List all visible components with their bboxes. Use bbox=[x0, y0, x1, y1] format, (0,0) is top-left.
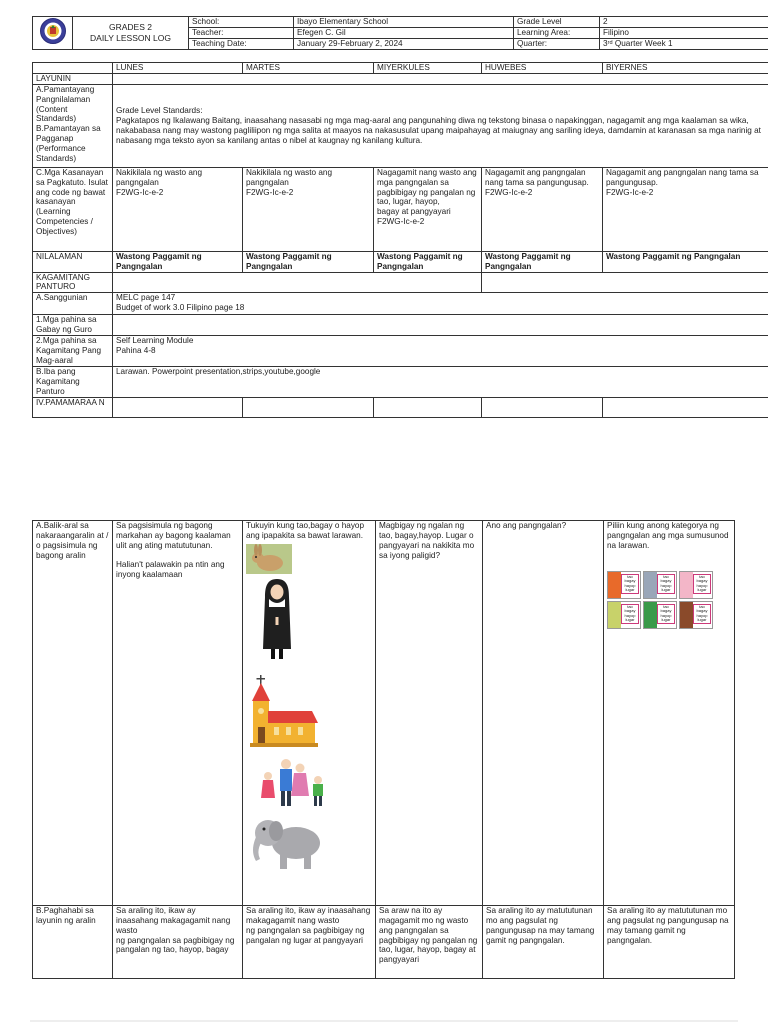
school-label: School: bbox=[189, 17, 294, 28]
gabay-label: 1.Mga pahina sa Gabay ng Guro bbox=[33, 315, 113, 336]
area-value: Filipino bbox=[600, 27, 768, 38]
balik-aral-martes-text: Tukuyin kung tao,bagay o hayop ang ipapakita sa bawat larawan. bbox=[246, 521, 365, 540]
balik-aral-miyerkules: Magbigay ng ngalan ng tao, bagay,hayop. Lugar o pangyayari na nakikita mo sa iyong paligid? bbox=[376, 521, 483, 906]
pamamaraan-martes bbox=[243, 397, 374, 417]
school-value: Ibayo Elementary School bbox=[294, 17, 514, 28]
paghahabi-huwebes: Sa araling ito ay matututunan mo ang pagsulat ng pangungusap na may tamang gamit ng pangngalan. bbox=[483, 906, 604, 979]
balik-aral-martes bbox=[243, 521, 376, 906]
iba-label: B.Iba pang Kagamitang Panturo bbox=[33, 366, 113, 397]
nilalaman-martes: Wastong Paggamit ng Pangngalan bbox=[243, 251, 374, 272]
teacher-value: Efegen C. Gil bbox=[294, 27, 514, 38]
title-line-1: GRADES 2 bbox=[109, 22, 152, 33]
competencies-label: C.Mga Kasanayan sa Pagkatuto. Isulat ang code ng bawat kasanayan (Learning Competencies / Objectives) bbox=[33, 167, 113, 251]
balik-aral-label: A.Balik-aral sa nakaraangaralin at / o pagsisimula ng bagong aralin bbox=[33, 521, 113, 906]
gabay-value bbox=[113, 315, 768, 336]
standards-cell bbox=[113, 84, 768, 167]
paghahabi-lunes: Sa araling ito, ikaw ay inaasahang makagagamit nang wasto ng pangngalan sa pagbibigay ng pangalan ng tao, hayop, bagay bbox=[113, 906, 243, 979]
competency-martes: Nakikilala ng wasto ang pangngalan F2WG-Ic-e-2 bbox=[243, 167, 374, 251]
title-line-2: DAILY LESSON LOG bbox=[90, 32, 171, 43]
nilalaman-biyernes: Wastong Paggamit ng Pangngalan bbox=[603, 251, 768, 272]
balik-aral-biyernes bbox=[604, 521, 735, 906]
pamamaraan-lunes bbox=[113, 397, 243, 417]
category-cards bbox=[607, 571, 731, 629]
paghahabi-miyerkules: Sa araw na ito ay magagamit mo ng wasto ang pangngalan sa pagbibigay ng pangalan ng tao, lugar, hayop, bagay at pangyayari bbox=[376, 906, 483, 979]
nilalaman-label: NILALAMAN bbox=[33, 251, 113, 272]
grade-label: Grade Level bbox=[514, 17, 600, 28]
pamamaraan-label: IV.PAMAMARAA N bbox=[33, 397, 113, 417]
balik-aral-biyernes-text: Piliin kung anong kategorya ng pangngalan ang mga sumusunod na larawan. bbox=[607, 521, 729, 550]
day-header-miyerkules: MIYERKULES bbox=[374, 63, 482, 74]
pamamaraan-biyernes bbox=[603, 397, 768, 417]
standards-title: Grade Level Standards: bbox=[116, 106, 203, 116]
category-card: tao bagay hayop lugar bbox=[679, 601, 713, 629]
nun-image bbox=[260, 577, 294, 661]
quarter-value: 3ʳᵈ Quarter Week 1 bbox=[600, 38, 768, 49]
family-image bbox=[246, 754, 336, 808]
kagamitan-pahina-value: Self Learning Module Pahina 4-8 bbox=[113, 335, 768, 366]
layunin-cell bbox=[113, 74, 768, 85]
church-image bbox=[246, 671, 320, 751]
standards-label: A.Pamantayang Pangnilalaman (Content Standards) B.Pamantayan sa Pagganap (Performance Standards) bbox=[33, 84, 113, 167]
lesson-plan-table bbox=[32, 62, 768, 418]
kagamitan-pahina-label: 2.Mga pahina sa Kagamitang Pang Mag-aaral bbox=[33, 335, 113, 366]
day-header-martes: MARTES bbox=[243, 63, 374, 74]
rabbit-image bbox=[246, 544, 292, 574]
day-header-biyernes: BIYERNES bbox=[603, 63, 768, 74]
day-header-huwebes: HUWEBES bbox=[482, 63, 603, 74]
nilalaman-lunes: Wastong Paggamit ng Pangngalan bbox=[113, 251, 243, 272]
corner-cell bbox=[33, 63, 113, 74]
category-card: tao bagay hayop lugar bbox=[607, 601, 641, 629]
standards-text: Pagkatapos ng Ikalawang Baitang, inaasahang nasasabi ng mga mag-aaral ang pangunahing diwa ng tekstong binasa o napakinggan, nagagamit ang mga kaalaman sa wika, nakababasa nang may wastong pagliliipon ng mga salita at maayos na nakasusulat upang maipahayag at maiugnay ang sariling ideya, damdamin at karanasan sa mga narinig at nabasang mga teksto ayon sa kanilang antas o nibel at kaugnay ng kanilang kultura. bbox=[116, 116, 761, 145]
paghahabi-martes: Sa araling ito, ikaw ay inaasahang makagagamit nang wasto ng pangngalan sa pagbibigay ng pangalan ng lugar at pangyayari bbox=[243, 906, 376, 979]
teacher-label: Teacher: bbox=[189, 27, 294, 38]
date-label: Teaching Date: bbox=[189, 38, 294, 49]
area-label: Learning Area: bbox=[514, 27, 600, 38]
balik-aral-huwebes: Ano ang pangngalan? bbox=[483, 521, 604, 906]
competency-miyerkules: Nagagamit nang wasto ang mga pangngalan sa pagbibigay ng pangalan ng tao, lugar, hayop, bagay at pangyayari F2WG-Ic-e-2 bbox=[374, 167, 482, 251]
paghahabi-biyernes: Sa araling ito ay matututunan mo ang pagsulat ng pangungusap na may tamang gamit ng pangngalan. bbox=[604, 906, 735, 979]
deped-logo bbox=[33, 17, 73, 50]
category-card: tao bagay hayop lugar bbox=[607, 571, 641, 599]
category-card: tao bagay hayop lugar bbox=[643, 571, 677, 599]
sanggunian-label: A.Sanggunian bbox=[33, 293, 113, 315]
grade-value: 2 bbox=[600, 17, 768, 28]
dll-title bbox=[73, 17, 189, 50]
competency-huwebes: Nagagamit ang pangngalan nang tama sa pangungusap. F2WG-Ic-e-2 bbox=[482, 167, 603, 251]
quarter-label: Quarter: bbox=[514, 38, 600, 49]
page-divider bbox=[30, 1020, 738, 1022]
nilalaman-huwebes: Wastong Paggamit ng Pangngalan bbox=[482, 251, 603, 272]
kagamitan-label: KAGAMITANG PANTURO bbox=[33, 272, 113, 293]
balik-aral-lunes: Sa pagsisimula ng bagong markahan ay bagong kaalaman ulit ang ating matututunan. Halian't palawakin pa ntin ang inyong kaalamaan bbox=[113, 521, 243, 906]
sanggunian-value: MELC page 147 Budget of work 3.0 Filipino page 18 bbox=[113, 293, 768, 315]
category-card: tao bagay hayop lugar bbox=[643, 601, 677, 629]
layunin-label: LAYUNIN bbox=[33, 74, 113, 85]
paghahabi-label: B.Paghahabi sa layunin ng aralin bbox=[33, 906, 113, 979]
date-value: January 29-February 2, 2024 bbox=[294, 38, 514, 49]
competency-lunes: Nakikilala ng wasto ang pangngalan F2WG-Ic-e-2 bbox=[113, 167, 243, 251]
kagamitan-cell-right bbox=[482, 272, 768, 293]
nilalaman-miyerkules: Wastong Paggamit ng Pangngalan bbox=[374, 251, 482, 272]
pamamaraan-miyerkules bbox=[374, 397, 482, 417]
elephant-image bbox=[246, 811, 332, 871]
pamamaraan-huwebes bbox=[482, 397, 603, 417]
procedure-table bbox=[32, 520, 735, 979]
competency-biyernes: Nagagamit ang pangngalan nang tama sa pangungusap. F2WG-Ic-e-2 bbox=[603, 167, 768, 251]
iba-value: Larawan. Powerpoint presentation,strips,youtube,google bbox=[113, 366, 768, 397]
category-card: tao bagay hayop lugar bbox=[679, 571, 713, 599]
day-header-lunes: LUNES bbox=[113, 63, 243, 74]
kagamitan-cell bbox=[113, 272, 482, 293]
header-table bbox=[32, 16, 768, 50]
